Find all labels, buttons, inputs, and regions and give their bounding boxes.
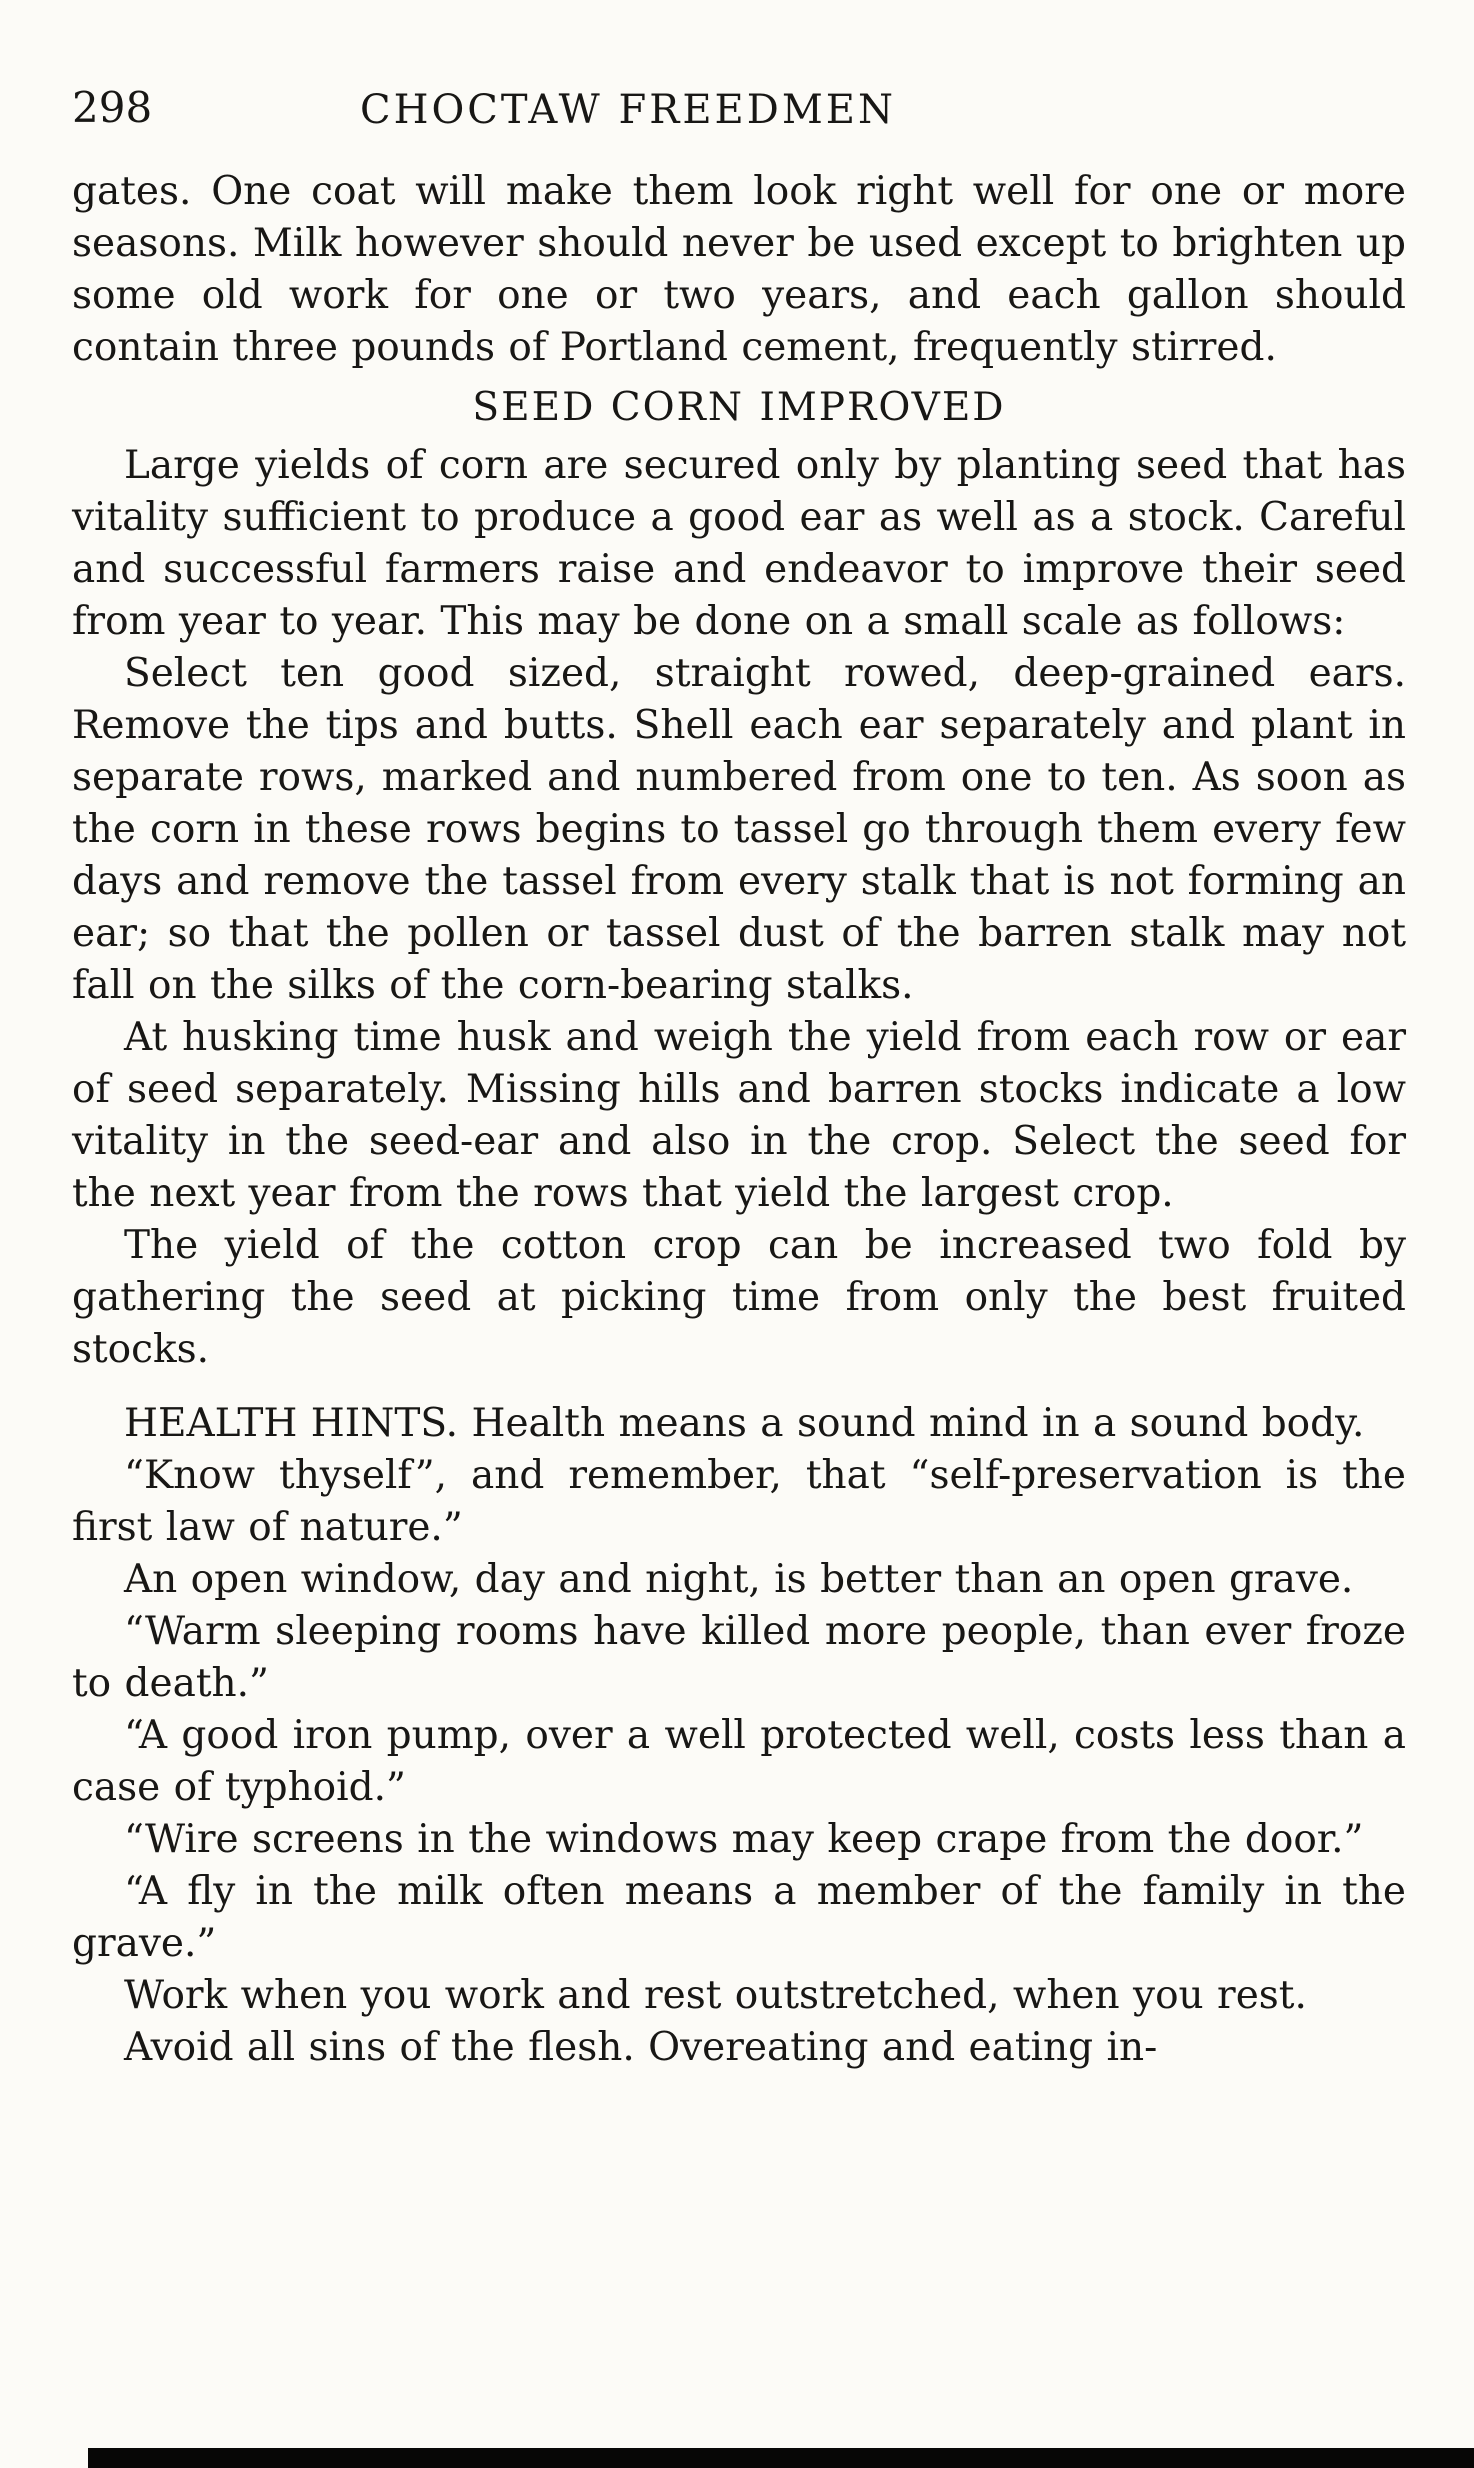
health-hints-paragraph: HEALTH HINTS. Health means a sound mind in a sound body. <box>124 1401 1365 1446</box>
section-heading: SEED CORN IMPROVED <box>472 385 1006 430</box>
health-hints-paragraph: “Warm sleeping rooms have killed more people, than ever froze to death.” <box>72 1609 1406 1706</box>
continued-paragraph: gates. One coat will make them look right well for one or more seasons. Milk however should never be used except to brighten up some old work for one or two years, and each gallon should contain three pounds of Portland cement, frequently stirred. <box>72 169 1406 370</box>
paragraph: The yield of the cotton crop can be increased two fold by gathering the seed at picking time from only the best fruited stocks. <box>72 1223 1406 1372</box>
paragraph: Select ten good sized, straight rowed, deep-grained ears. Remove the tips and butts. Shell each ear separately and plant in separate rows, marked and numbered from one to ten. As soon as the corn in these rows begins to tassel go through them every few days and remove the tassel from every stalk that is not forming an ear; so that the pollen or tassel dust of the barren stalk may not fall on the silks of the corn-bearing stalks. <box>72 651 1406 1008</box>
running-title: CHOCTAW FREEDMEN <box>360 87 896 133</box>
page-number: 298 <box>72 83 153 132</box>
page-header <box>72 84 1406 138</box>
health-hints-paragraph: Work when you work and rest outstretched, when you rest. <box>124 1973 1307 2018</box>
paragraph: At husking time husk and weigh the yield from each row or ear of seed separately. Missing hills and barren stocks indicate a low vitality in the seed-ear and also in the crop. Select the seed for the next year from the rows that yield the largest crop. <box>72 1015 1406 1216</box>
health-hints-paragraph: “Wire screens in the windows may keep crape from the door.” <box>124 1817 1364 1862</box>
health-hints-paragraph: “A good iron pump, over a well protected well, costs less than a case of typhoid.” <box>72 1713 1406 1810</box>
health-hints-paragraph: “Know thyself”, and remember, that “self-preservation is the first law of nature.” <box>72 1453 1406 1550</box>
text-body <box>72 166 1406 2074</box>
health-hints-paragraph: “A fly in the milk often means a member of the family in the grave.” <box>72 1869 1406 1966</box>
health-hints-paragraph: An open window, day and night, is better than an open grave. <box>124 1557 1354 1602</box>
scan-edge-artifact <box>88 2448 1474 2468</box>
paragraph: Large yields of corn are secured only by planting seed that has vitality sufficient to produce a good ear as well as a stock. Careful and successful farmers raise and endeavor to improve their seed from year to year. This may be done on a small scale as follows: <box>72 443 1406 644</box>
health-hints-paragraph: Avoid all sins of the flesh. Overeating and eating in- <box>124 2025 1158 2070</box>
